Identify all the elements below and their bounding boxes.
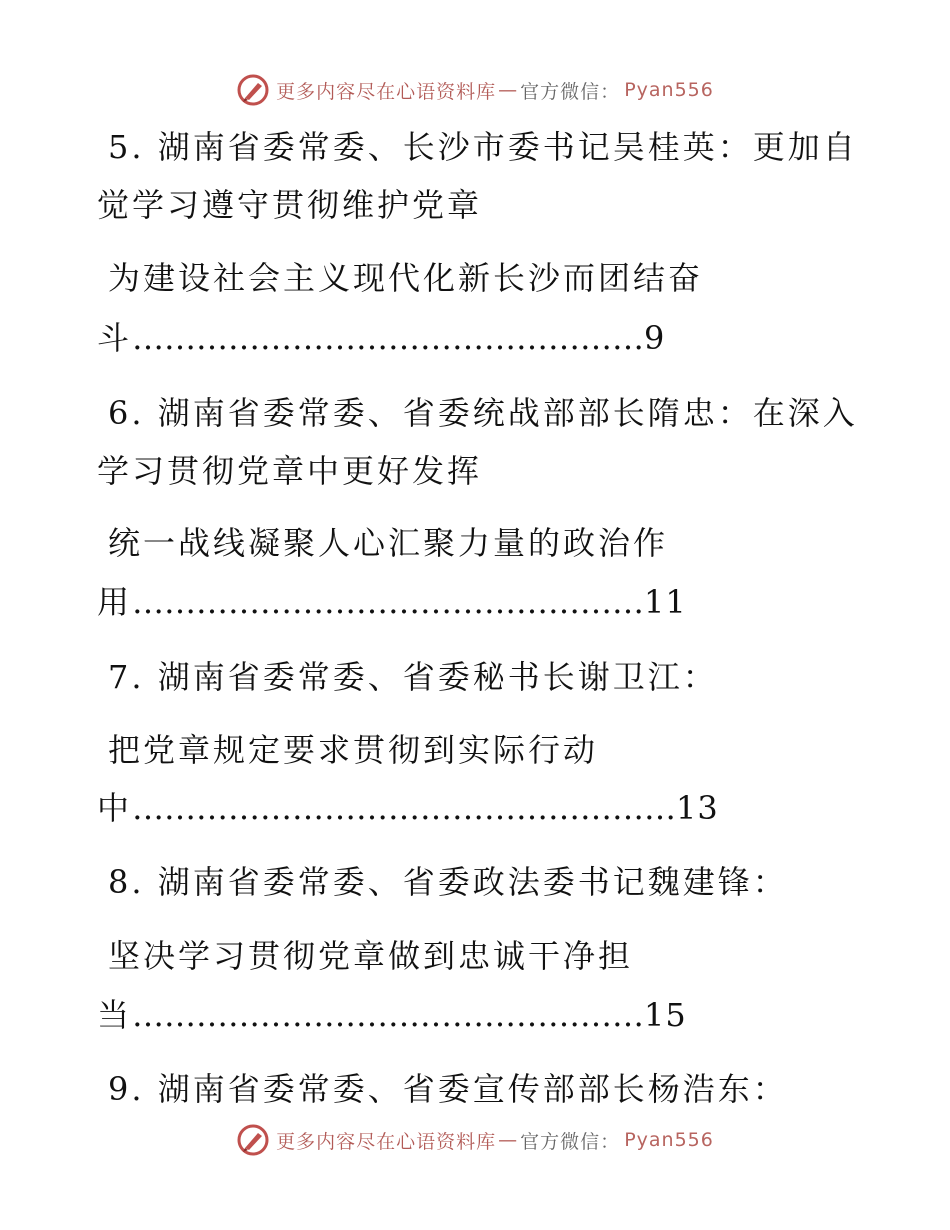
watermark-footer <box>0 1120 950 1160</box>
toc-entry-last-char: 用 <box>97 583 133 621</box>
toc-entry-leader-line[interactable] <box>97 995 687 1035</box>
toc-entry-leader-line[interactable] <box>97 788 719 828</box>
toc-leader-dots: ………………………………………… <box>132 319 645 357</box>
toc-entry-heading-cont[interactable]: 觉学习遵守贯彻维护党章 <box>97 186 483 224</box>
toc-entry-heading[interactable]: 8. 湖南省委常委、省委政法委书记魏建锋： <box>108 863 788 901</box>
watermark-header <box>0 70 950 110</box>
toc-page-number: 11 <box>644 583 687 621</box>
watermark-separator: — <box>498 1129 519 1151</box>
watermark-label: 官方微信： <box>520 1130 621 1153</box>
toc-leader-dots: …………………………………………… <box>132 789 677 827</box>
toc-entry-heading[interactable]: 9. 湖南省委常委、省委宣传部部长杨浩东： <box>108 1070 788 1108</box>
toc-entry-leader-line[interactable] <box>97 582 687 622</box>
pen-logo-icon <box>236 73 270 107</box>
toc-entry-last-char: 中 <box>97 789 133 827</box>
toc-page-number: 9 <box>644 319 666 357</box>
pen-logo-icon <box>236 1123 270 1157</box>
toc-entry-last-char: 当 <box>97 996 133 1034</box>
watermark-label: 官方微信： <box>520 80 621 103</box>
watermark-handle: Pyan556 <box>624 1129 714 1151</box>
toc-page-number: 15 <box>644 996 687 1034</box>
toc-leader-dots: ………………………………………… <box>132 583 645 621</box>
watermark-brand: 更多内容尽在心语资料库 <box>276 1130 497 1153</box>
watermark-separator: — <box>498 79 519 101</box>
toc-leader-dots: ………………………………………… <box>132 996 645 1034</box>
toc-page-number: 13 <box>676 789 719 827</box>
toc-entry-heading[interactable]: 7. 湖南省委常委、省委秘书长谢卫江： <box>108 658 718 696</box>
toc-entry-subtitle[interactable]: 坚决学习贯彻党章做到忠诚干净担 <box>108 937 634 975</box>
toc-entry-subtitle[interactable]: 统一战线凝聚人心汇聚力量的政治作 <box>108 524 669 562</box>
toc-entry-heading-cont[interactable]: 学习贯彻党章中更好发挥 <box>97 452 483 490</box>
toc-entry-subtitle[interactable]: 为建设社会主义现代化新长沙而团结奋 <box>108 259 704 297</box>
toc-entry-heading[interactable]: 5. 湖南省委常委、长沙市委书记吴桂英：更加自 <box>108 128 858 166</box>
toc-entry-subtitle[interactable]: 把党章规定要求贯彻到实际行动 <box>108 731 599 769</box>
watermark-brand: 更多内容尽在心语资料库 <box>276 80 497 103</box>
toc-entry-leader-line[interactable] <box>97 318 665 358</box>
watermark-handle: Pyan556 <box>624 79 714 101</box>
toc-entry-heading[interactable]: 6. 湖南省委常委、省委统战部部长隋忠：在深入 <box>108 394 858 432</box>
toc-entry-last-char: 斗 <box>97 319 133 357</box>
